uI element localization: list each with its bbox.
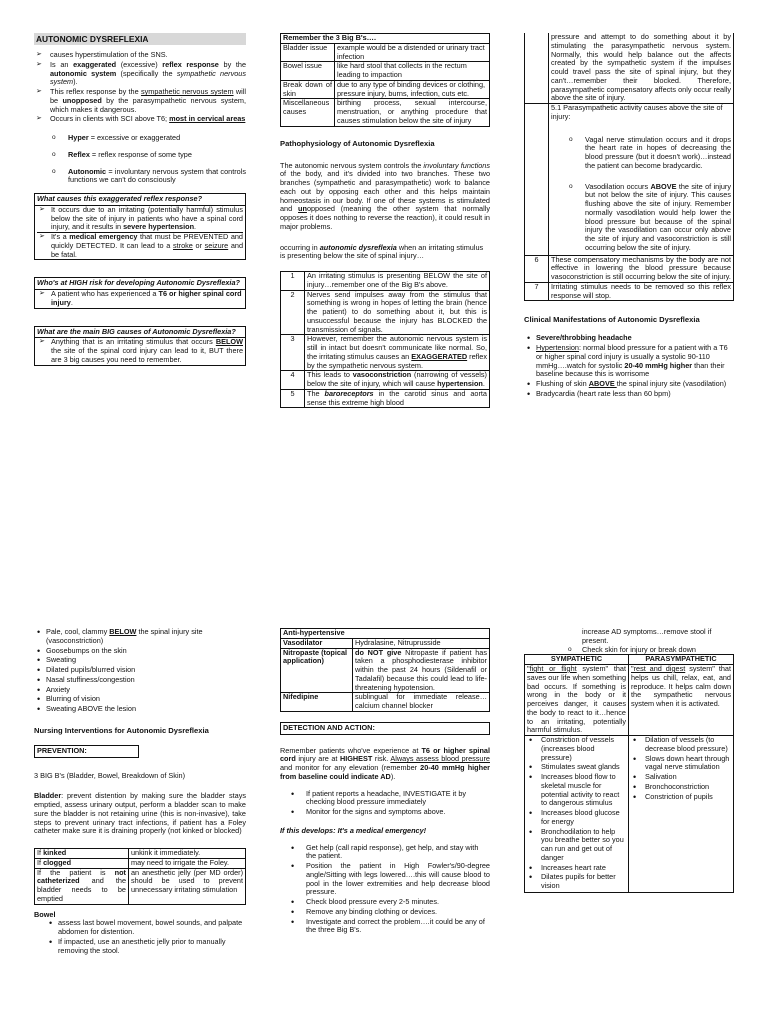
occurring-paragraph: occurring in autonomic dysreflexia when an irritating stimulus is presenting below the site of spinal injury…	[280, 242, 484, 261]
list-item: • Bronchodilation to help you breathe better so you can run and get out of danger	[527, 828, 626, 863]
list-item: • Nasal stuffiness/congestion	[34, 676, 246, 685]
list-item: • If patient reports a headache, INVESTIGATE it by checking blood pressure immediately	[288, 790, 490, 808]
nursing-title: Nursing Interventions for Autonomic Dysreflexia	[34, 725, 209, 735]
list-item: • Stimulates sweat glands	[527, 763, 626, 772]
list-item: • Blurring of vision	[34, 695, 246, 704]
detection-list	[280, 790, 490, 817]
list-item: • Slows down heart through vagal nerve stimulation	[631, 755, 731, 773]
list-item: ➢ It's a medical emergency that must be PREVENTED and quickly DETECTED. It can lead to a stroke or seizure and be fatal.	[37, 233, 243, 259]
clinical-title: Clinical Manifestations of Autonomic Dysreflexia	[524, 315, 700, 325]
list-item: • Anxiety	[34, 686, 246, 695]
list-item: • Investigate and correct the problem….it could be any of the three Big B's.	[288, 918, 490, 936]
table-row: Nitropaste (topical application) do NOT give Nitropaste if patient has taken a phosphodiesterase inhibitor within the past 24 hours (Sildenafil or Tadalafil) because this could lead to life-threatening hypotension.	[281, 648, 490, 693]
prevention-header: PREVENTION:	[34, 745, 139, 758]
table-row: SYMPATHETIC PARASYMPATHETIC	[525, 655, 734, 665]
list-item: • Increases blood glucose for energy	[527, 809, 626, 827]
list-item: • Flushing of skin ABOVE the spinal injury site (vasodilation)	[524, 380, 734, 389]
list-item: • assess last bowel movement, bowel sounds, and palpate abdomen for distention.	[46, 919, 246, 937]
antihypertensive-table	[280, 628, 490, 712]
patho-title: Pathophysiology of Autonomic Dysreflexia	[280, 138, 435, 148]
table-row: If kinked unkink it immediately.	[35, 849, 246, 859]
patho-paragraph: The autonomic nervous system controls the involuntary functions of the body, and it's divided into two branches. These two branches (sympathetic and parasympathetic) work to balance each out by opposing each other and this helps maintain homeostasis in our body. If one of these systems is stimulated and unopposed (meaning the other system that normally opposes it does nothing to reverse the reaction), it could result in major problems.	[280, 160, 490, 231]
table-header: Remember the 3 Big B's….	[281, 34, 490, 44]
column-4	[34, 628, 246, 1024]
big-b-line: 3 BIG B's (Bladder, Bowel, Breakdown of Skin)	[34, 770, 186, 780]
list-item: ➢ A patient who has experienced a T6 or higher spinal cord injury.	[37, 290, 243, 308]
list-item: ➢ causes hyperstimulation of the SNS.	[34, 51, 246, 60]
sub-heading: 5.1 Parasympathetic activity causes above the site of injury:	[551, 103, 723, 121]
question-box-causes	[34, 193, 246, 260]
list-item: • Check blood pressure every 2-5 minutes.	[288, 898, 490, 907]
list-item: ➢ This reflex response by the sympathetic nervous system will be unopposed by the parasympathetic nervous system, which makes it dangerous.	[34, 88, 246, 114]
list-item: • Get help (call rapid response), get help, and stay with the patient.	[288, 844, 490, 862]
answer-list	[35, 290, 245, 308]
table-row	[525, 736, 734, 893]
term-list	[34, 134, 246, 185]
column-1	[34, 33, 246, 503]
list-item: • Constriction of pupils	[631, 793, 731, 802]
steps-table	[280, 271, 490, 408]
table-row: 1 An irritating stimulus is presenting BELOW the site of injury…remember one of the Big B's above.	[281, 272, 490, 291]
comparison-table	[524, 654, 734, 893]
list-item: ➢ It occurs due to an irritating (potentially harmful) stimulus below the site of injury in patients who have a spinal cord injury, and it results in severe hypertension.	[37, 206, 243, 233]
table-row: 4 This leads to vasoconstriction (narrowing of vessels) below the site of injury, which will cause hypertension.	[281, 371, 490, 390]
question: What causes this exaggerated reflex response?	[35, 194, 245, 206]
parasympathetic-list	[551, 136, 731, 253]
table-row	[525, 104, 734, 256]
column-3	[524, 33, 734, 593]
list-item: ➢ Anything that is an irritating stimulus that occurs BELOW the site of the spinal cord injury can lead to it, BUT there are 3 big causes you need to remember.	[37, 338, 243, 364]
table-row: 6 These compensatory mechanisms by the body are not effective in lowering the blood pressure because vasoconstriction is still occurring below the site of injury.	[525, 255, 734, 282]
list-item: • Goosebumps on the skin	[34, 647, 246, 656]
table-row: Vasodilator Hydralasine, Nitruprusside	[281, 638, 490, 648]
answer-list	[35, 338, 245, 364]
table-row: pressure and attempt to do something about it by stimulating the parasympathetic nervous system. Normally, this would help balance out the affects created by the sympathetic system if the impulses could travel pass the site of spinal injury, but they can't…remember their blocked. Therefore, parasympathetic compensatory affects only occur really above the site of injury.	[525, 33, 734, 104]
bladder-paragraph: Bladder: prevent distention by making sure the bladder stays emptied, assess urinary output, perform a bladder scan to make sure the bladder is not retaining urine (this is non-invasive), take steps to prevent urinary tract infections, if patient has a Foley catheter make sure it is draining properly (not kinked or blocked)	[34, 791, 246, 836]
list-item: • Bronchoconstriction	[631, 783, 731, 792]
list-item: • Salivation	[631, 773, 731, 782]
question: What are the main BIG causes of Autonomic Dysreflexia?	[35, 327, 245, 339]
table-row: 3 However, remember the autonomic nervous system is still in intact but doesn't communicate like normal. So, the irritating stimulus causes an EXAGGERATED reflex by the sympathetic nervous system.	[281, 335, 490, 371]
list-item: • Increases heart rate	[527, 864, 626, 873]
table-row: Miscellaneous causes birthing process, sexual intercourse, menstruation, or anything procedure that causes stimulation below the site of injury	[281, 99, 490, 126]
table-row: Break down of skin due to any type of binding devices or clothing, pressure injury, burns, infection, cuts etc.	[281, 80, 490, 99]
list-item: • Bradycardia (heart rate less than 60 bpm)	[524, 390, 734, 399]
list-item: o Vagal nerve stimulation occurs and it drops the heart rate in hopes of decreasing the blood pressure (but it doesn't work)…instead the patient can become bradycardic.	[551, 136, 731, 171]
bowel-title: Bowel	[34, 909, 56, 919]
action-list	[280, 844, 490, 936]
list-item: • Position the patient in High Fowler's/90-degree angle/Sitting with legs lowered….this will cause blood to pool in the lower extremities and help decrease blood pressure.	[288, 862, 490, 897]
list-item: • Pale, cool, clammy BELOW the spinal injury site (vasoconstriction)	[34, 628, 246, 646]
detection-header: DETECTION AND ACTION:	[280, 722, 490, 735]
clinical-list	[524, 334, 734, 398]
column-6	[524, 628, 734, 1024]
list-item: o Autonomic = involuntary nervous system that controls functions we can't do consciously	[34, 168, 246, 186]
table-row: "fight or flight system" that saves our life when something bad occurs. If something is wrong in the body or it perceives danger, it causes the body to react to it…hence to an irritating, potentially harmful stimulus. "rest and digest system" that helps us chill, relax, eat, and reproduce. It helps calm down the sympathetic nervous system when it is activated.	[525, 665, 734, 736]
column-2	[280, 33, 490, 581]
list-item: • Constriction of vessels (increases blood pressure)	[527, 736, 626, 762]
list-item: o Reflex = reflex response of some type	[34, 151, 246, 160]
answer-list	[35, 206, 245, 260]
bladder-table	[34, 848, 246, 905]
question-box-big-causes	[34, 326, 246, 366]
list-item: • If impacted, use an anesthetic jelly prior to manually removing the stool.	[46, 938, 246, 956]
list-item: • Dilated pupils/blurred vision	[34, 666, 246, 675]
table-header: Anti-hypertensive	[281, 629, 490, 639]
table-row: Bowel issue like hard stool that collects in the rectum leading to impaction	[281, 62, 490, 81]
symptom-list	[34, 628, 246, 714]
table-row: 5 The baroreceptors in the carotid sinus and aorta sense this extreme high blood	[281, 389, 490, 408]
big-b-table	[280, 33, 490, 127]
list-item: • Monitor for the signs and symptoms above.	[288, 808, 490, 817]
table-row: If clogged may need to irrigate the Foley.	[35, 858, 246, 868]
bowel-list	[34, 919, 246, 955]
list-item: • Remove any binding clothing or devices.	[288, 908, 490, 917]
list-item: ➢ Is an exaggerated (excessive) reflex response by the autonomic system (specifically the sympathetic nervous system).	[34, 61, 246, 87]
steps-table-continued	[524, 33, 734, 301]
list-item: • Sweating ABOVE the lesion	[34, 705, 246, 714]
list-item: • Sweating	[34, 656, 246, 665]
list-item: • Dilates pupils for better vision	[527, 873, 626, 891]
table-row: Nifedipine sublingual for immediate release…calcium channel blocker	[281, 693, 490, 712]
list-item: • Severe/throbbing headache	[524, 334, 734, 343]
section-title: AUTONOMIC DYSREFLEXIA	[34, 33, 246, 45]
sympathetic-list	[527, 736, 626, 891]
table-row: Bladder issue example would be a distended or urinary tract infection	[281, 43, 490, 62]
continued-text: increase AD symptoms…remove stool if present.	[582, 628, 712, 645]
parasympathetic-list	[631, 736, 731, 801]
intro-list	[34, 51, 246, 124]
continued-subitem: o Check skin for injury or break down	[568, 644, 696, 654]
list-item: ➢ Occurs in clients with SCI above T6; most in cervical areas	[34, 115, 246, 124]
list-item: o Vasodilation occurs ABOVE the site of injury but not below the site of injury. This causes flushing above the site of injury. Remember normally vasodilation would help lower the blood pressure but because of the spinal injury the vasodilation can occur only above the site of injury and vasoconstriction is still occurring below the site of injury.	[551, 183, 731, 253]
column-5	[280, 628, 490, 1024]
question-box-risk	[34, 277, 246, 308]
table-row: 2 Nerves send impulses away from the stimulus that something is wrong in hopes of letting the brain (hence the patient) to do something about it, but this is unsuccessful because the injury has BLOCKED the transmission of signals.	[281, 290, 490, 335]
emergency-line: If this develops: It's a medical emergency!	[280, 825, 427, 835]
question: Who's at HIGH risk for developing Autonomic Dysreflexia?	[35, 278, 245, 290]
list-item: • Dilation of vessels (to decrease blood pressure)	[631, 736, 731, 754]
table-row: If the patient is not catheterized and the bladder needs to be emptied an anesthetic jelly (per MD order) should be used to prevent unnecessary irritating stimulation	[35, 868, 246, 904]
remember-paragraph: Remember patients who've experience at T6 or higher spinal cord injury are at HIGHEST risk. Always assess blood pressure and monitor for any elevation (remember 20-40 mmHg higher from baseline could indicate AD).	[280, 745, 490, 781]
list-item: o Hyper = excessive or exaggerated	[34, 134, 246, 143]
list-item: • Hypertension: normal blood pressure for a patient with a T6 or higher spinal cord injury is usually a systolic 90-110 mmHg….watch for systolic 20-40 mmHg higher than their baseline because this is worrisome	[524, 344, 734, 379]
table-row: 7 Irritating stimulus needs to be removed so this reflex response will stop.	[525, 282, 734, 301]
list-item: • Increases blood flow to skeletal muscle for potential activity to react to dangerous stimulus	[527, 773, 626, 808]
